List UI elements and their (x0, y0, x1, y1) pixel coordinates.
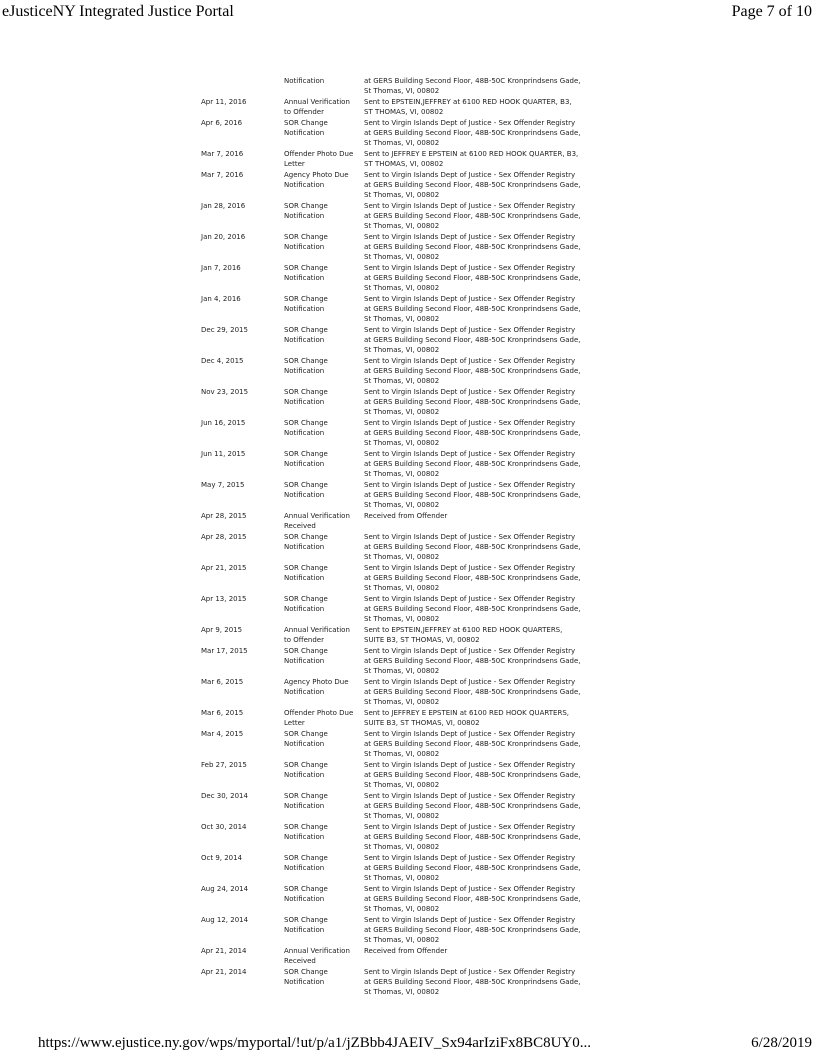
row-type-line: SOR Change (284, 595, 328, 603)
row-type (284, 677, 364, 697)
row-type-line: Agency Photo Due (284, 678, 349, 686)
row-type (284, 791, 364, 811)
table-row (201, 449, 581, 480)
row-date: Mar 7, 2016 (201, 171, 244, 179)
portal-title: eJusticeNY Integrated Justice Portal (2, 3, 234, 20)
page-number: Page 7 of 10 (731, 3, 812, 20)
row-type (284, 884, 364, 904)
table-row (201, 149, 581, 170)
row-details-line: Sent to EPSTEIN,JEFFREY at 6100 RED HOOK QUARTERS, (364, 626, 563, 634)
row-details-line: St Thomas, VI, 00802 (364, 874, 440, 882)
row-date: Oct 9, 2014 (201, 854, 243, 862)
row-type-line: SOR Change (284, 233, 328, 241)
row-type-line: Notification (284, 657, 325, 665)
row-type-line: Notification (284, 574, 325, 582)
row-date: Aug 24, 2014 (201, 885, 249, 893)
row-type-line: to Offender (284, 636, 324, 644)
row-details-line: Sent to Virgin Islands Dept of Justice - Sex Offender Registry (364, 357, 576, 365)
row-type (284, 97, 364, 117)
row-details (364, 149, 581, 169)
row-type-line: SOR Change (284, 761, 328, 769)
row-details-line: at GERS Building Second Floor, 48B-50C Kronprindsens Gade, (364, 491, 581, 499)
row-type-line: Notification (284, 771, 325, 779)
row-type-line: Offender Photo Due (284, 709, 354, 717)
row-type-line: Notification (284, 895, 325, 903)
row-details (364, 418, 581, 448)
row-type-line: Notification (284, 77, 325, 85)
row-type-line: Received (284, 957, 316, 965)
row-details-line: at GERS Building Second Floor, 48B-50C Kronprindsens Gade, (364, 129, 581, 137)
table-row (201, 760, 581, 791)
table-row (201, 118, 581, 149)
row-details-line: St Thomas, VI, 00802 (364, 87, 440, 95)
row-type (284, 325, 364, 345)
row-details-line: at GERS Building Second Floor, 48B-50C Kronprindsens Gade, (364, 543, 581, 551)
row-type (284, 760, 364, 780)
row-type-line: Annual Verification (284, 626, 350, 634)
row-details (364, 76, 581, 96)
row-date: Mar 6, 2015 (201, 709, 244, 717)
row-details-line: St Thomas, VI, 00802 (364, 253, 440, 261)
row-type-line: Notification (284, 926, 325, 934)
row-details-line: St Thomas, VI, 00802 (364, 812, 440, 820)
row-details-line: St Thomas, VI, 00802 (364, 584, 440, 592)
row-details-line: St Thomas, VI, 00802 (364, 222, 440, 230)
row-details-line: at GERS Building Second Floor, 48B-50C Kronprindsens Gade, (364, 864, 581, 872)
row-details (364, 708, 581, 728)
row-type (284, 418, 364, 438)
row-details-line: St Thomas, VI, 00802 (364, 750, 440, 758)
row-details-line: St Thomas, VI, 00802 (364, 843, 440, 851)
row-type (284, 232, 364, 252)
table-row (201, 967, 581, 998)
row-details (364, 118, 581, 148)
row-type-line: SOR Change (284, 792, 328, 800)
row-details-line: at GERS Building Second Floor, 48B-50C Kronprindsens Gade, (364, 688, 581, 696)
row-type-line: Received (284, 522, 316, 530)
row-details-line: Sent to Virgin Islands Dept of Justice - Sex Offender Registry (364, 481, 576, 489)
row-type (284, 946, 364, 966)
row-details-line: at GERS Building Second Floor, 48B-50C Kronprindsens Gade, (364, 212, 581, 220)
row-details-line: St Thomas, VI, 00802 (364, 501, 440, 509)
row-details-line: at GERS Building Second Floor, 48B-50C Kronprindsens Gade, (364, 367, 581, 375)
table-row (201, 170, 581, 201)
row-details-line: St Thomas, VI, 00802 (364, 936, 440, 944)
row-details-line: at GERS Building Second Floor, 48B-50C Kronprindsens Gade, (364, 833, 581, 841)
row-type-line: Notification (284, 802, 325, 810)
row-type (284, 76, 364, 86)
row-type-line: Notification (284, 398, 325, 406)
row-details-line: Sent to Virgin Islands Dept of Justice - Sex Offender Registry (364, 854, 576, 862)
row-details-line: at GERS Building Second Floor, 48B-50C Kronprindsens Gade, (364, 243, 581, 251)
row-details (364, 532, 581, 562)
row-details (364, 946, 581, 966)
row-type (284, 118, 364, 138)
row-details (364, 594, 581, 624)
table-row (201, 594, 581, 625)
row-details-line: SUITE B3, ST THOMAS, VI, 00802 (364, 636, 480, 644)
row-type-line: Notification (284, 181, 325, 189)
table-row (201, 884, 581, 915)
row-date: Jan 7, 2016 (201, 264, 241, 272)
row-details-line: St Thomas, VI, 00802 (364, 408, 440, 416)
row-details (364, 729, 581, 759)
table-row (201, 480, 581, 511)
table-row (201, 729, 581, 760)
row-type (284, 594, 364, 614)
row-type (284, 294, 364, 314)
table-row (201, 418, 581, 449)
row-type (284, 532, 364, 552)
row-details-line: at GERS Building Second Floor, 48B-50C Kronprindsens Gade, (364, 398, 581, 406)
row-type-line: SOR Change (284, 647, 328, 655)
row-details-line: at GERS Building Second Floor, 48B-50C Kronprindsens Gade, (364, 978, 581, 986)
table-row (201, 76, 581, 97)
row-type-line: Notification (284, 833, 325, 841)
row-details-line: Sent to Virgin Islands Dept of Justice - Sex Offender Registry (364, 761, 576, 769)
row-details-line: Sent to Virgin Islands Dept of Justice - Sex Offender Registry (364, 202, 576, 210)
row-details-line: at GERS Building Second Floor, 48B-50C Kronprindsens Gade, (364, 305, 581, 313)
row-type-line: SOR Change (284, 202, 328, 210)
row-type-line: Notification (284, 129, 325, 137)
row-details-line: at GERS Building Second Floor, 48B-50C Kronprindsens Gade, (364, 574, 581, 582)
row-date: Oct 30, 2014 (201, 823, 247, 831)
row-details (364, 853, 581, 883)
row-type (284, 915, 364, 935)
row-details-line: St Thomas, VI, 00802 (364, 905, 440, 913)
row-type (284, 263, 364, 283)
row-date: Jan 20, 2016 (201, 233, 246, 241)
row-details (364, 263, 581, 293)
table-row (201, 915, 581, 946)
row-type-line: SOR Change (284, 823, 328, 831)
row-details-line: Sent to Virgin Islands Dept of Justice - Sex Offender Registry (364, 564, 576, 572)
row-type-line: to Offender (284, 108, 324, 116)
table-row (201, 646, 581, 677)
row-details (364, 325, 581, 355)
row-type-line: Notification (284, 429, 325, 437)
row-type-line: SOR Change (284, 119, 328, 127)
row-type-line: Notification (284, 605, 325, 613)
row-type-line: SOR Change (284, 481, 328, 489)
row-type-line: Annual Verification (284, 947, 350, 955)
row-date: Apr 6, 2016 (201, 119, 243, 127)
row-date: Apr 13, 2015 (201, 595, 247, 603)
row-date: Apr 11, 2016 (201, 98, 247, 106)
row-type-line: SOR Change (284, 854, 328, 862)
row-type (284, 511, 364, 531)
row-details (364, 646, 581, 676)
row-type (284, 480, 364, 500)
row-type-line: Notification (284, 864, 325, 872)
row-date: Jan 4, 2016 (201, 295, 241, 303)
row-details (364, 356, 581, 386)
row-type-line: Notification (284, 740, 325, 748)
row-details-line: St Thomas, VI, 00802 (364, 470, 440, 478)
row-details-line: at GERS Building Second Floor, 48B-50C Kronprindsens Gade, (364, 274, 581, 282)
row-details-line: Sent to Virgin Islands Dept of Justice - Sex Offender Registry (364, 119, 576, 127)
row-date: Dec 4, 2015 (201, 357, 244, 365)
row-details-line: St Thomas, VI, 00802 (364, 346, 440, 354)
table-row (201, 325, 581, 356)
row-details-line: St Thomas, VI, 00802 (364, 988, 440, 996)
row-details-line: St Thomas, VI, 00802 (364, 284, 440, 292)
row-details-line: Sent to Virgin Islands Dept of Justice - Sex Offender Registry (364, 730, 576, 738)
row-date: Apr 28, 2015 (201, 533, 247, 541)
row-details-line: Sent to Virgin Islands Dept of Justice - Sex Offender Registry (364, 968, 576, 976)
row-type (284, 201, 364, 221)
row-type-line: Annual Verification (284, 512, 350, 520)
row-type (284, 387, 364, 407)
table-row (201, 356, 581, 387)
row-type-line: SOR Change (284, 968, 328, 976)
row-details-line: Sent to Virgin Islands Dept of Justice - Sex Offender Registry (364, 678, 576, 686)
row-type (284, 356, 364, 376)
row-details-line: Sent to Virgin Islands Dept of Justice - Sex Offender Registry (364, 823, 576, 831)
row-details (364, 791, 581, 821)
row-details-line: Sent to JEFFREY E EPSTEIN at 6100 RED HOOK QUARTER, B3, (364, 150, 579, 158)
row-type-line: Notification (284, 243, 325, 251)
row-details (364, 884, 581, 914)
row-details-line: SUITE B3, ST THOMAS, VI, 00802 (364, 719, 480, 727)
row-details-line: Sent to Virgin Islands Dept of Justice - Sex Offender Registry (364, 419, 576, 427)
row-details (364, 480, 581, 510)
table-row (201, 511, 581, 532)
page-url: https://www.ejustice.ny.gov/wps/myportal/!ut/p/a1/jZBbb4JAEIV_Sx94arIziFx8BC8UY0... (38, 1035, 592, 1051)
row-details-line: at GERS Building Second Floor, 48B-50C Kronprindsens Gade, (364, 771, 581, 779)
row-details-line: St Thomas, VI, 00802 (364, 377, 440, 385)
row-type (284, 853, 364, 873)
table-row (201, 708, 581, 729)
row-details-line: Sent to Virgin Islands Dept of Justice - Sex Offender Registry (364, 264, 576, 272)
row-details (364, 511, 581, 531)
row-details-line: St Thomas, VI, 00802 (364, 667, 440, 675)
row-details-line: at GERS Building Second Floor, 48B-50C Kronprindsens Gade, (364, 181, 581, 189)
row-details-line: Sent to EPSTEIN,JEFFREY at 6100 RED HOOK QUARTER, B3, (364, 98, 572, 106)
row-type-line: SOR Change (284, 388, 328, 396)
row-details-line: ST THOMAS, VI, 00802 (364, 160, 444, 168)
row-details-line: at GERS Building Second Floor, 48B-50C Kronprindsens Gade, (364, 926, 581, 934)
notification-log (201, 76, 581, 998)
row-details-line: Sent to Virgin Islands Dept of Justice - Sex Offender Registry (364, 233, 576, 241)
row-date: Mar 7, 2016 (201, 150, 244, 158)
row-type-line: Notification (284, 367, 325, 375)
row-details-line: ST THOMAS, VI, 00802 (364, 108, 444, 116)
row-type-line: SOR Change (284, 564, 328, 572)
row-type-line: Notification (284, 460, 325, 468)
row-details-line: Sent to Virgin Islands Dept of Justice - Sex Offender Registry (364, 533, 576, 541)
table-row (201, 232, 581, 263)
row-details (364, 915, 581, 945)
row-details-line: St Thomas, VI, 00802 (364, 191, 440, 199)
row-details-line: at GERS Building Second Floor, 48B-50C Kronprindsens Gade, (364, 336, 581, 344)
row-type-line: SOR Change (284, 357, 328, 365)
print-date: 6/28/2019 (751, 1035, 812, 1051)
row-details (364, 625, 581, 645)
row-type-line: Notification (284, 305, 325, 313)
row-type (284, 449, 364, 469)
row-details (364, 760, 581, 790)
table-row (201, 946, 581, 967)
row-type-line: SOR Change (284, 730, 328, 738)
row-type (284, 170, 364, 190)
table-row (201, 294, 581, 325)
table-row (201, 201, 581, 232)
table-row (201, 853, 581, 884)
row-details-line (364, 956, 581, 966)
row-date: May 7, 2015 (201, 481, 245, 489)
row-details-line: Sent to Virgin Islands Dept of Justice - Sex Offender Registry (364, 916, 576, 924)
row-details-line: Received from Offender (364, 512, 448, 520)
row-date: Apr 21, 2014 (201, 968, 247, 976)
row-details-line: Sent to Virgin Islands Dept of Justice - Sex Offender Registry (364, 326, 576, 334)
row-details (364, 677, 581, 707)
row-details-line: St Thomas, VI, 00802 (364, 553, 440, 561)
row-type (284, 563, 364, 583)
row-details-line: at GERS Building Second Floor, 48B-50C Kronprindsens Gade, (364, 429, 581, 437)
row-details (364, 232, 581, 262)
row-details-line: at GERS Building Second Floor, 48B-50C Kronprindsens Gade, (364, 802, 581, 810)
row-type (284, 967, 364, 987)
row-details-line: at GERS Building Second Floor, 48B-50C Kronprindsens Gade, (364, 77, 581, 85)
row-details (364, 294, 581, 324)
row-type-line: SOR Change (284, 264, 328, 272)
row-date: Dec 30, 2014 (201, 792, 248, 800)
row-type-line: Notification (284, 274, 325, 282)
row-details-line: Sent to Virgin Islands Dept of Justice - Sex Offender Registry (364, 885, 576, 893)
row-date: Dec 29, 2015 (201, 326, 248, 334)
row-date: Feb 27, 2015 (201, 761, 247, 769)
table-row (201, 625, 581, 646)
row-date: Mar 4, 2015 (201, 730, 244, 738)
row-date: Apr 28, 2015 (201, 512, 247, 520)
row-date: Apr 9, 2015 (201, 626, 243, 634)
row-details-line: St Thomas, VI, 00802 (364, 139, 440, 147)
row-details-line: at GERS Building Second Floor, 48B-50C Kronprindsens Gade, (364, 460, 581, 468)
row-type-line: Notification (284, 336, 325, 344)
row-type-line: Notification (284, 978, 325, 986)
row-details-line: Sent to Virgin Islands Dept of Justice - Sex Offender Registry (364, 295, 576, 303)
row-details-line: at GERS Building Second Floor, 48B-50C Kronprindsens Gade, (364, 740, 581, 748)
row-details-line: Sent to Virgin Islands Dept of Justice - Sex Offender Registry (364, 171, 576, 179)
table-row (201, 822, 581, 853)
row-type-line: SOR Change (284, 533, 328, 541)
row-details-line: Sent to JEFFREY E EPSTEIN at 6100 RED HOOK QUARTERS, (364, 709, 570, 717)
row-details-line: St Thomas, VI, 00802 (364, 439, 440, 447)
row-type-line: Notification (284, 212, 325, 220)
row-type-line: SOR Change (284, 450, 328, 458)
row-details (364, 822, 581, 852)
row-details (364, 967, 581, 997)
row-details-line (364, 521, 581, 531)
row-details-line: at GERS Building Second Floor, 48B-50C Kronprindsens Gade, (364, 895, 581, 903)
row-type-line: SOR Change (284, 295, 328, 303)
table-row (201, 677, 581, 708)
row-details-line: Sent to Virgin Islands Dept of Justice - Sex Offender Registry (364, 595, 576, 603)
row-date: Jun 11, 2015 (201, 450, 246, 458)
row-type-line: Letter (284, 719, 305, 727)
row-details-line: St Thomas, VI, 00802 (364, 615, 440, 623)
row-date: Nov 23, 2015 (201, 388, 249, 396)
table-row (201, 263, 581, 294)
row-type-line: Agency Photo Due (284, 171, 349, 179)
row-type (284, 646, 364, 666)
row-date: Jan 28, 2016 (201, 202, 246, 210)
row-details-line: St Thomas, VI, 00802 (364, 315, 440, 323)
row-type-line: SOR Change (284, 419, 328, 427)
row-details-line: Received from Offender (364, 947, 448, 955)
row-details-line: St Thomas, VI, 00802 (364, 781, 440, 789)
table-row (201, 97, 581, 118)
row-type-line: Notification (284, 491, 325, 499)
row-details-line: Sent to Virgin Islands Dept of Justice - Sex Offender Registry (364, 388, 576, 396)
row-details (364, 563, 581, 593)
row-type-line: SOR Change (284, 885, 328, 893)
row-date: Mar 6, 2015 (201, 678, 244, 686)
row-type-line: Notification (284, 688, 325, 696)
row-details-line: at GERS Building Second Floor, 48B-50C Kronprindsens Gade, (364, 605, 581, 613)
row-details (364, 387, 581, 417)
row-type (284, 708, 364, 728)
row-type-line: Letter (284, 160, 305, 168)
table-row (201, 532, 581, 563)
row-type-line: Notification (284, 543, 325, 551)
row-type-line: Offender Photo Due (284, 150, 354, 158)
row-details-line: Sent to Virgin Islands Dept of Justice - Sex Offender Registry (364, 792, 576, 800)
row-type (284, 729, 364, 749)
table-row (201, 791, 581, 822)
row-type (284, 149, 364, 169)
row-details-line: Sent to Virgin Islands Dept of Justice - Sex Offender Registry (364, 647, 576, 655)
row-details (364, 201, 581, 231)
row-type-line: Annual Verification (284, 98, 350, 106)
row-type (284, 625, 364, 645)
row-type-line: SOR Change (284, 916, 328, 924)
row-date: Apr 21, 2015 (201, 564, 247, 572)
row-date: Mar 17, 2015 (201, 647, 248, 655)
row-details-line: St Thomas, VI, 00802 (364, 698, 440, 706)
table-row (201, 387, 581, 418)
row-details (364, 170, 581, 200)
row-date: Jun 16, 2015 (201, 419, 246, 427)
row-type (284, 822, 364, 842)
table-row (201, 563, 581, 594)
row-type-line: SOR Change (284, 326, 328, 334)
row-details-line: Sent to Virgin Islands Dept of Justice - Sex Offender Registry (364, 450, 576, 458)
row-date: Aug 12, 2014 (201, 916, 249, 924)
row-date: Apr 21, 2014 (201, 947, 247, 955)
row-details-line: at GERS Building Second Floor, 48B-50C Kronprindsens Gade, (364, 657, 581, 665)
row-details (364, 449, 581, 479)
row-details (364, 97, 581, 117)
